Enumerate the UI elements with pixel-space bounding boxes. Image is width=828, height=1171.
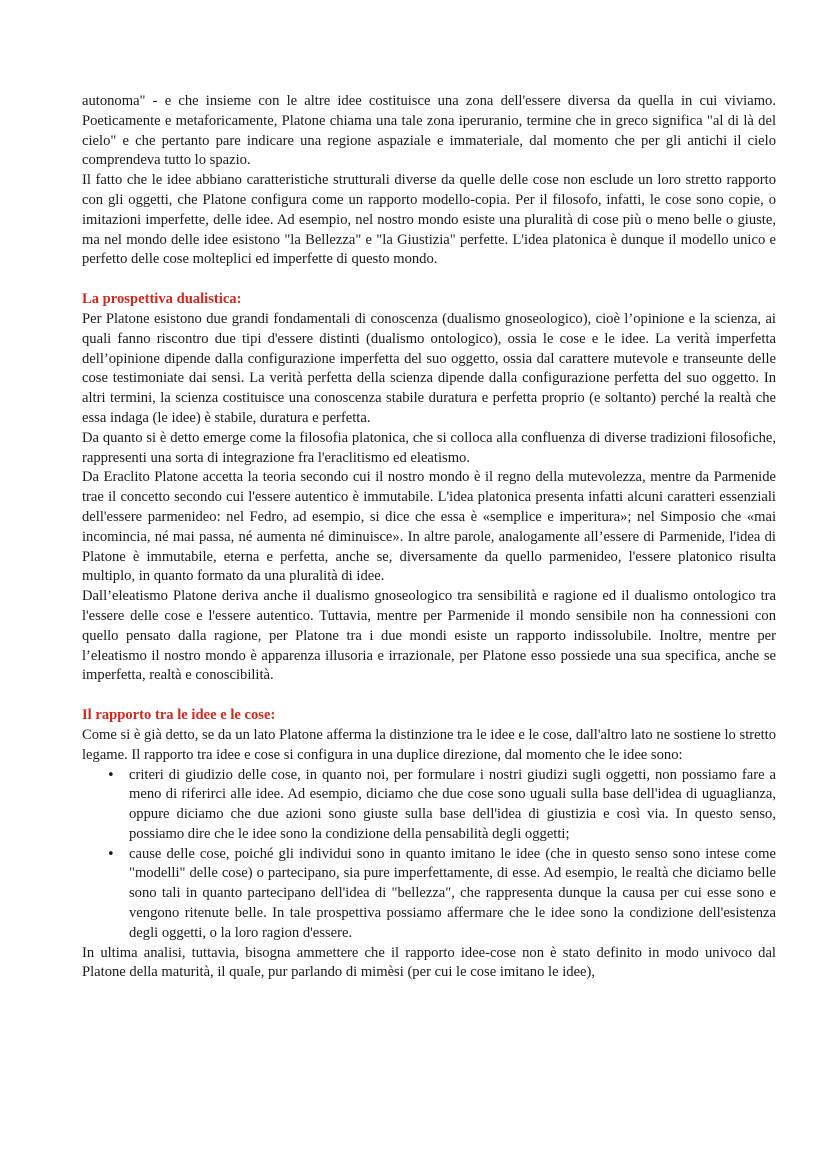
paragraph-dualistica-1: Per Platone esistono due grandi fondamentali di conoscenza (dualismo gnoseologico), cioè l’opinione e la scienza, ai quali fanno riscontro due tipi d'essere distinti (dualismo ontologico), ossia le cose e le idee. La verità imperfetta dell’opinione dipende dalla configurazione imperfetta del suo oggetto, ossia dal carattere mutevole e transeunte delle cose testimoniate dai sensi. La verità perfetta della scienza dipende dalla configurazione perfetta del suo oggetto. In altri termini, la scienza costituisce una conoscenza stabile duratura e perfetta proprio (e soltanto) perché la realtà che essa indaga (le idee) è stabile, duratura e perfetta. <box>82 310 776 426</box>
spacer <box>82 270 776 290</box>
section-heading-rapporto: Il rapporto tra le idee e le cose: <box>82 707 276 724</box>
paragraph-dualistica-4: Dall’eleatismo Platone deriva anche il dualismo gnoseologico tra sensibilità e ragione ed il dualismo ontologico tra l'essere delle cose e l'essere autentico. Tuttavia, mentre per Parmenide il mondo sensibile non ha connessioni con quello pensato dalla ragione, per Platone tra i due mondi esiste un rapporto indissolubile. Inoltre, mentre per l’eleatismo il nostro mondo è apparenza illusoria e irrazionale, per Platone esso possiede una sua specifica, anche se imperfetta, realtà e conoscibilità. <box>82 588 776 684</box>
spacer <box>82 686 776 706</box>
paragraph-intro-2: Il fatto che le idee abbiano caratteristiche strutturali diverse da quelle delle cose non esclude un loro stretto rapporto con gli oggetti, che Platone configura come un rapporto modello-copia. Per il filosofo, infatti, le cose sono copie, o imitazioni imperfette, delle idee. Ad esempio, nel nostro mondo esiste una pluralità di cose più o meno belle o giuste, ma nel mondo delle idee esistono "la Bellezza" e "la Giustizia" perfette. L'idea platonica è dunque il modello unico e perfetto delle cose molteplici ed imperfette di questo mondo. <box>82 172 776 268</box>
bullet-list <box>82 766 776 944</box>
list-item: • criteri di giudizio delle cose, in quanto noi, per formulare i nostri giudizi sugli oggetti, non possiamo fare a meno di riferirci alle idee. Ad esempio, diciamo che due cose sono uguali sulla base dell'idea di uguaglianza, oppure diciamo che due azioni sono giuste sulla base dell'idea di giustizia e così via. In questo senso, possiamo dire che le idee sono la condizione della pensabilità degli oggetti; <box>129 766 776 845</box>
paragraph-dualistica-3: Da Eraclito Platone accetta la teoria secondo cui il nostro mondo è il regno della mutevolezza, mentre da Parmenide trae il concetto secondo cui l'essere autentico è immutabile. L'idea platonica presenta infatti alcuni caratteri essenziali dell'essere parmenideo: nel Fedro, ad esempio, si dice che essa è «semplice e imperitura»; nel Simposio che «mai incomincia, né mai passa, né aumenta né diminuisce». In altre parole, analogamente all’essere di Parmenide, l'idea di Platone è immutabile, eterna e perfetta, anche se, diversamente da quello parmenideo, l'essere platonico risulta multiplo, in quanto formato da una pluralità di idee. <box>82 469 776 585</box>
paragraph-rapporto-1: Come si è già detto, se da un lato Platone afferma la distinzione tra le idee e le cose, dall'altro lato ne sostiene lo stretto legame. Il rapporto tra idee e cose si configura in una duplice direzione, dal momento che le idee sono: <box>82 726 776 763</box>
list-item: • cause delle cose, poiché gli individui sono in quanto imitano le idee (che in questo senso sono intese come "modelli" delle cose) o partecipano, sia pure imperfettamente, di esse. Ad esempio, le realtà che diciamo belle sono tali in quanto partecipano dell'idea di "bellezza", che rappresenta dunque la causa per cui esse sono e vengono ritenute belle. In tale prospettiva possiamo affermare che le idee sono la condizione dell'esistenza degli oggetti, o la loro ragion d'essere. <box>129 845 776 944</box>
paragraph-intro-1: autonoma" - e che insieme con le altre idee costituisce una zona dell'essere diversa da quella in cui viviamo. Poeticamente e metaforicamente, Platone chiama una tale zona iperuranio, termine che in greco significa "al di là del cielo" e che pertanto pare indicare una regione aspaziale e immateriale, dal momento che per gli antichi il cielo comprendeva tutto lo spazio. <box>82 93 776 169</box>
paragraph-dualistica-2: Da quanto si è detto emerge come la filosofia platonica, che si colloca alla confluenza di diverse tradizioni filosofiche, rappresenti una sorta di integrazione fra l'eraclitismo ed eleatismo. <box>82 429 776 466</box>
paragraph-rapporto-2: In ultima analisi, tuttavia, bisogna ammettere che il rapporto idee-cose non è stato definito in modo univoco dal Platone della maturità, il quale, pur parlando di mimèsi (per cui le cose imitano le idee), <box>82 944 776 981</box>
section-heading-dualistica: La prospettiva dualistica: <box>82 291 242 308</box>
